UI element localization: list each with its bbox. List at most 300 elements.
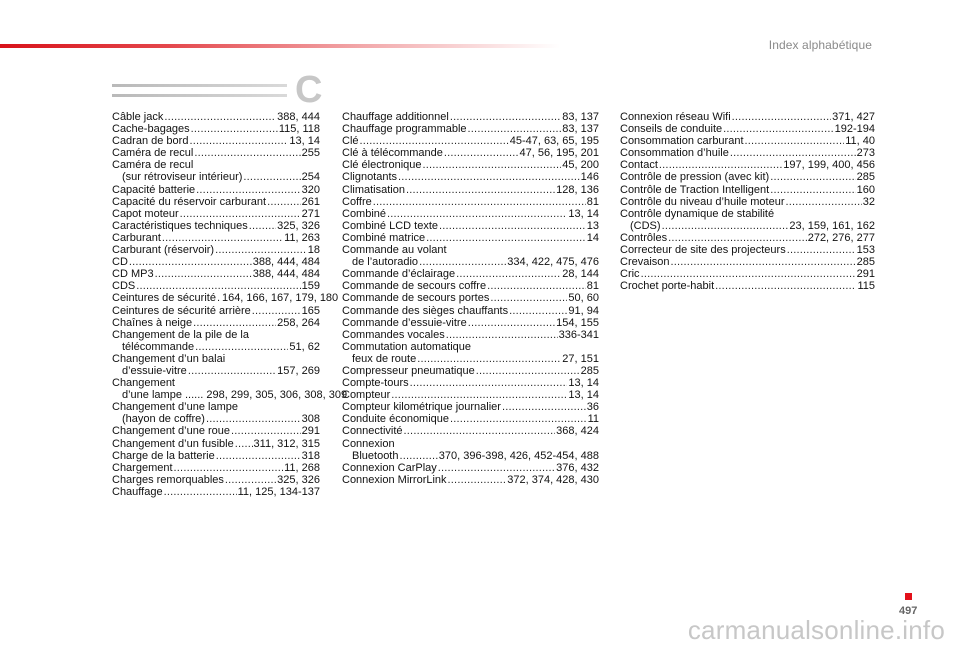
entry-pages: 291 xyxy=(301,425,320,438)
index-entry xyxy=(112,474,320,486)
entry-pages: 153 xyxy=(856,244,875,257)
index-entry xyxy=(620,159,875,171)
dot-leader xyxy=(373,196,586,208)
entry-term: Compte-tours xyxy=(342,377,409,390)
entry-pages: 285 xyxy=(856,256,875,269)
entry-pages: 14 xyxy=(586,231,599,244)
entry-term: Contact xyxy=(620,159,658,172)
entry-pages: 376, 432 xyxy=(556,461,599,474)
index-entry xyxy=(342,305,599,317)
entry-term: Clé xyxy=(342,135,359,148)
entry-term: Consommation carburant xyxy=(620,135,744,148)
index-entry xyxy=(112,268,320,280)
entry-term: Changement xyxy=(112,377,175,390)
dot-leader xyxy=(444,147,519,159)
entry-term: Conseils de conduite xyxy=(620,123,723,136)
index-entry xyxy=(112,329,320,341)
dot-leader xyxy=(243,171,300,183)
entry-term: Compteur kilométrique journalier xyxy=(342,401,501,414)
entry-pages: 11, 40 xyxy=(845,135,875,148)
entry-pages: 165 xyxy=(301,304,320,317)
index-entry xyxy=(342,317,599,329)
index-entry xyxy=(112,305,320,317)
dot-leader xyxy=(195,341,288,353)
dot-leader xyxy=(715,280,856,292)
index-entry xyxy=(342,365,599,377)
entry-term: Contrôle de Traction Intelligent xyxy=(620,183,770,196)
entry-term: Climatisation xyxy=(342,183,405,196)
index-entry xyxy=(112,184,320,196)
dot-leader xyxy=(360,135,509,147)
header-accent-bar xyxy=(0,44,560,48)
entry-term: Contrôles xyxy=(620,231,668,244)
index-entry xyxy=(620,208,875,220)
index-entry xyxy=(342,268,599,280)
index-entry xyxy=(112,413,320,425)
entry-pages: 334, 422, 475, 476 xyxy=(507,256,599,269)
entry-term: Commandes vocales xyxy=(342,328,445,341)
index-entry xyxy=(342,377,599,389)
entry-pages: 388, 444, 484 xyxy=(252,268,320,281)
entry-term: Bluetooth xyxy=(352,449,399,462)
dot-leader xyxy=(164,111,276,123)
dot-leader xyxy=(502,401,586,413)
entry-pages: 51, 62 xyxy=(289,340,320,353)
index-entry xyxy=(620,171,875,183)
entry-pages: 50, 60 xyxy=(568,292,599,305)
entry-pages: 27, 151 xyxy=(562,352,599,365)
index-entry xyxy=(342,196,599,208)
dot-leader xyxy=(188,365,276,377)
entry-term: Caméra de recul xyxy=(112,147,194,160)
dot-leader xyxy=(770,184,855,196)
entry-pages: 11, 263 xyxy=(284,231,320,244)
index-entry xyxy=(342,111,599,123)
dot-leader xyxy=(136,280,300,292)
index-entry xyxy=(112,292,339,305)
entry-term: Conduite économique xyxy=(342,413,450,426)
index-entry xyxy=(620,268,875,280)
entry-pages: 128, 136 xyxy=(556,183,599,196)
entry-term: Commande au volant xyxy=(342,244,447,257)
dot-leader xyxy=(155,268,252,280)
entry-term: CD MP3 xyxy=(112,268,154,281)
entry-term: d’une lampe ...... 298, 299, 305, 306, 308, 309 xyxy=(122,389,348,402)
index-entry xyxy=(342,329,599,341)
index-entry xyxy=(342,220,599,232)
dot-leader xyxy=(456,268,561,280)
entry-pages: 13, 14 xyxy=(289,135,320,148)
entry-term: Crochet porte-habit xyxy=(620,280,715,293)
dot-leader xyxy=(252,305,301,317)
dot-leader xyxy=(732,111,832,123)
entry-term: Commande des sièges chauffants xyxy=(342,304,509,317)
entry-pages: 11 xyxy=(587,413,599,426)
index-entry xyxy=(342,353,599,365)
entry-term: Commande d’essuie-vitre xyxy=(342,316,467,329)
dot-leader xyxy=(438,462,555,474)
entry-pages: 157, 269 xyxy=(277,364,320,377)
entry-pages: 371, 427 xyxy=(832,111,875,123)
dot-leader xyxy=(745,135,845,147)
index-entry xyxy=(112,135,320,147)
dot-leader xyxy=(189,135,288,147)
entry-pages: 325, 326 xyxy=(277,219,320,232)
entry-pages: 91, 94 xyxy=(568,304,599,317)
entry-term: Crevaison xyxy=(620,256,670,269)
index-column-1 xyxy=(112,111,348,498)
index-entry xyxy=(342,159,599,171)
entry-pages: 18 xyxy=(307,244,320,257)
dot-leader xyxy=(448,474,507,486)
dot-leader xyxy=(410,377,568,389)
index-entry xyxy=(112,244,320,256)
entry-term: Clé électronique xyxy=(342,159,422,172)
dot-leader xyxy=(162,232,283,244)
dot-leader xyxy=(662,220,789,232)
entry-pages: 261 xyxy=(301,195,320,208)
entry-term: Commutation automatique xyxy=(342,340,472,353)
index-entry xyxy=(112,171,320,183)
index-entry xyxy=(112,147,320,159)
entry-pages: 258, 264 xyxy=(277,316,320,329)
index-column-3 xyxy=(620,111,875,292)
dot-leader xyxy=(450,413,587,425)
entry-term: (hayon de coffre) xyxy=(122,413,205,426)
entry-term: Cache-bagages xyxy=(112,123,190,136)
entry-pages: 11, 268 xyxy=(284,461,320,474)
dot-leader xyxy=(174,462,284,474)
index-entry xyxy=(112,111,320,123)
index-entry xyxy=(342,401,599,413)
entry-term: Caractéristiques techniques xyxy=(112,219,248,232)
index-entry xyxy=(620,123,875,135)
index-entry xyxy=(112,377,320,389)
dot-leader xyxy=(723,123,834,135)
index-entry xyxy=(342,450,599,462)
entry-term: CDS xyxy=(112,280,136,293)
index-entry xyxy=(112,365,320,377)
index-entry xyxy=(112,220,320,232)
index-entry xyxy=(342,389,599,401)
index-entry xyxy=(342,147,599,159)
entry-term: Changement d’un balai xyxy=(112,352,226,365)
entry-pages: 115, 118 xyxy=(278,123,320,136)
index-entry xyxy=(112,256,320,268)
entry-term: Connexion CarPlay xyxy=(342,461,437,474)
dot-leader xyxy=(426,232,586,244)
entry-term: Combiné LCD texte xyxy=(342,219,438,232)
dot-leader xyxy=(391,389,567,401)
entry-term: Correcteur de site des projecteurs xyxy=(620,244,786,257)
entry-pages: 325, 326 xyxy=(277,473,320,486)
entry-pages: 45-47, 63, 65, 195 xyxy=(509,135,599,148)
dot-leader xyxy=(439,220,586,232)
entry-term: Commande de secours coffre xyxy=(342,280,487,293)
dot-leader xyxy=(235,438,253,450)
entry-pages: 160 xyxy=(856,183,875,196)
entry-term: Changement d’un fusible xyxy=(112,437,234,450)
entry-term: Cadran de bord xyxy=(112,135,189,148)
dot-leader xyxy=(468,317,555,329)
index-entry xyxy=(620,220,875,232)
entry-pages: 45, 200 xyxy=(562,159,599,172)
entry-term: Commande d’éclairage xyxy=(342,268,456,281)
dot-leader xyxy=(468,123,562,135)
entry-term: Chauffage xyxy=(112,485,163,498)
section-rule-top xyxy=(112,84,287,87)
dot-leader xyxy=(446,329,558,341)
entry-pages: 81 xyxy=(586,280,599,293)
entry-pages: 388, 444 xyxy=(277,111,320,123)
dot-leader xyxy=(225,474,276,486)
entry-term: Compresseur pneumatique xyxy=(342,364,475,377)
entry-pages: 154, 155 xyxy=(556,316,599,329)
entry-term: Compteur xyxy=(342,389,391,402)
dot-leader xyxy=(387,208,567,220)
index-entry xyxy=(112,401,320,413)
index-entry xyxy=(342,171,599,183)
entry-term: Ceintures de sécurité arrière xyxy=(112,304,251,317)
index-entry xyxy=(342,474,599,486)
dot-leader xyxy=(476,365,580,377)
entry-term: Changement d’une roue xyxy=(112,425,231,438)
entry-term: Changement de la pile de la xyxy=(112,328,249,341)
entry-pages: 254 xyxy=(301,171,320,184)
dot-leader xyxy=(450,111,561,123)
dot-leader xyxy=(406,184,555,196)
dot-leader xyxy=(196,184,300,196)
entry-pages: 388, 444, 484 xyxy=(252,256,320,269)
entry-term: Connexion réseau Wifi xyxy=(620,111,731,123)
entry-term: Caméra de recul xyxy=(112,159,194,172)
dot-leader xyxy=(231,425,301,437)
dot-leader xyxy=(668,232,807,244)
entry-pages: 336-341 xyxy=(558,328,599,341)
dot-leader xyxy=(193,317,276,329)
entry-term: Clignotants xyxy=(342,171,398,184)
dot-leader xyxy=(659,159,782,171)
entry-pages: 370, 396-398, 426, 452-454, 488 xyxy=(438,449,599,462)
entry-pages: 197, 199, 400, 456 xyxy=(783,159,875,172)
dot-leader xyxy=(671,256,856,268)
index-entry xyxy=(112,486,320,498)
index-entry xyxy=(112,159,320,171)
entry-term: Capacité batterie xyxy=(112,183,196,196)
entry-term: Combiné matrice xyxy=(342,231,426,244)
entry-pages: 368, 424 xyxy=(556,425,599,438)
index-entry xyxy=(620,244,875,256)
index-entry xyxy=(620,280,875,292)
index-entry xyxy=(112,353,320,365)
index-entry xyxy=(620,232,875,244)
index-entry xyxy=(342,341,599,353)
entry-term: Contrôle dynamique de stabilité xyxy=(620,207,775,220)
dot-leader xyxy=(129,256,252,268)
dot-leader xyxy=(786,196,862,208)
entry-pages: 13, 14 xyxy=(568,389,599,402)
dot-leader xyxy=(399,450,437,462)
entry-term: télécommande xyxy=(122,340,195,353)
dot-leader xyxy=(487,280,586,292)
index-entry xyxy=(342,244,599,256)
entry-term: Clé à télécommande xyxy=(342,147,443,160)
entry-term: Chargement xyxy=(112,461,173,474)
index-entry xyxy=(620,196,875,208)
index-entry xyxy=(342,256,599,268)
index-entry xyxy=(112,232,320,244)
entry-term: Contrôle du niveau d’huile moteur xyxy=(620,195,785,208)
entry-term: feux de route xyxy=(352,352,417,365)
entry-term: d’essuie-vitre xyxy=(122,364,187,377)
dot-leader xyxy=(730,147,856,159)
index-entry xyxy=(620,256,875,268)
entry-pages: 285 xyxy=(580,364,599,377)
index-entry xyxy=(112,438,320,450)
entry-pages: 192-194 xyxy=(834,123,875,136)
entry-pages: 291 xyxy=(856,268,875,281)
index-entry xyxy=(112,123,320,135)
index-entry xyxy=(342,462,599,474)
index-entry xyxy=(112,208,320,220)
index-entry xyxy=(342,425,599,437)
index-entry xyxy=(342,413,599,425)
entry-pages: 81 xyxy=(586,195,599,208)
index-entry xyxy=(342,292,599,304)
entry-pages: 13 xyxy=(586,219,599,232)
entry-term: Consommation d’huile xyxy=(620,147,729,160)
entry-pages: 83, 137 xyxy=(562,111,599,123)
index-entry xyxy=(112,317,320,329)
index-entry xyxy=(112,341,320,353)
entry-term: Câble jack xyxy=(112,111,164,123)
dot-leader xyxy=(206,413,301,425)
index-entry xyxy=(112,425,320,437)
entry-pages: 28, 144 xyxy=(562,268,599,281)
entry-pages: 285 xyxy=(856,171,875,184)
entry-pages: 47, 56, 195, 201 xyxy=(519,147,599,160)
dot-leader xyxy=(191,123,278,135)
index-entry xyxy=(342,123,599,135)
index-entry xyxy=(112,462,320,474)
entry-term: Contrôle de pression (avec kit) xyxy=(620,171,770,184)
entry-pages: 164, 166, 167, 179, 180 xyxy=(221,292,339,305)
entry-pages: 273 xyxy=(856,147,875,160)
page-header-title: Index alphabétique xyxy=(768,38,872,52)
index-entry xyxy=(342,135,599,147)
entry-pages: 13, 14 xyxy=(568,207,599,220)
entry-term: Connectivité xyxy=(342,425,403,438)
entry-term: Carburant (réservoir) xyxy=(112,244,215,257)
index-entry xyxy=(342,232,599,244)
entry-term: Chaînes à neige xyxy=(112,316,193,329)
entry-term: Capot moteur xyxy=(112,207,179,220)
index-entry xyxy=(620,147,875,159)
dot-leader xyxy=(217,292,221,304)
entry-pages: 308 xyxy=(301,413,320,426)
dot-leader xyxy=(490,292,567,304)
entry-term: Chauffage additionnel xyxy=(342,111,449,123)
index-entry xyxy=(620,135,875,147)
index-entry xyxy=(112,450,320,462)
entry-pages: 311, 312, 315 xyxy=(253,437,320,450)
entry-term: Capacité du réservoir carburant xyxy=(112,195,267,208)
dot-leader xyxy=(249,220,276,232)
dot-leader xyxy=(787,244,856,256)
dot-leader xyxy=(423,159,562,171)
index-entry xyxy=(342,280,599,292)
dot-leader xyxy=(417,353,561,365)
dot-leader xyxy=(267,196,301,208)
index-entry xyxy=(112,280,320,292)
entry-term: CD xyxy=(112,256,128,269)
dot-leader xyxy=(215,244,307,256)
entry-pages: 255 xyxy=(301,147,320,160)
dot-leader xyxy=(770,171,855,183)
entry-term: Combiné xyxy=(342,207,387,220)
index-entry xyxy=(112,196,320,208)
dot-leader xyxy=(180,208,301,220)
entry-term: Ceintures de sécurité xyxy=(112,292,216,305)
watermark: carmanualsonline.info xyxy=(687,615,945,645)
entry-pages: 271 xyxy=(301,207,320,220)
entry-term: Charge de la batterie xyxy=(112,449,215,462)
entry-term: de l’autoradio xyxy=(352,256,419,269)
entry-pages: 23, 159, 161, 162 xyxy=(789,219,875,232)
entry-term: Connexion MirrorLink xyxy=(342,473,447,486)
dot-leader xyxy=(194,147,300,159)
entry-pages: 83, 137 xyxy=(562,123,599,136)
entry-pages: 36 xyxy=(586,401,599,414)
dot-leader xyxy=(641,268,856,280)
dot-leader xyxy=(164,486,237,498)
index-entry xyxy=(620,111,875,123)
entry-term: Cric xyxy=(620,268,640,281)
entry-pages: 11, 125, 134-137 xyxy=(237,485,320,498)
entry-pages: 272, 276, 277 xyxy=(807,231,875,244)
entry-term: Commande de secours portes xyxy=(342,292,490,305)
entry-pages: 13, 14 xyxy=(568,377,599,390)
index-entry xyxy=(620,184,875,196)
entry-term: Chauffage programmable xyxy=(342,123,467,136)
entry-term: Coffre xyxy=(342,195,372,208)
index-entry xyxy=(342,208,599,220)
index-entry xyxy=(112,389,348,402)
entry-term: (sur rétroviseur intérieur) xyxy=(122,171,243,184)
page-number: 497 xyxy=(899,605,918,617)
entry-term: (CDS) xyxy=(630,219,661,232)
dot-leader xyxy=(509,305,567,317)
entry-pages: 32 xyxy=(862,195,875,208)
page-marker xyxy=(905,593,912,600)
entry-pages: 146 xyxy=(580,171,599,184)
dot-leader xyxy=(216,450,301,462)
index-column-2 xyxy=(342,111,599,486)
section-rule-bottom xyxy=(112,94,287,97)
entry-pages: 372, 374, 428, 430 xyxy=(507,473,599,486)
dot-leader xyxy=(419,256,506,268)
index-entry xyxy=(342,184,599,196)
dot-leader xyxy=(398,171,580,183)
section-letter: C xyxy=(295,69,323,111)
entry-term: Charges remorquables xyxy=(112,473,224,486)
index-entry xyxy=(342,438,599,450)
entry-term: Carburant xyxy=(112,231,161,244)
entry-term: Changement d’une lampe xyxy=(112,401,238,414)
entry-pages: 320 xyxy=(301,183,320,196)
entry-term: Connexion xyxy=(342,437,395,450)
entry-pages: 115 xyxy=(857,280,875,293)
